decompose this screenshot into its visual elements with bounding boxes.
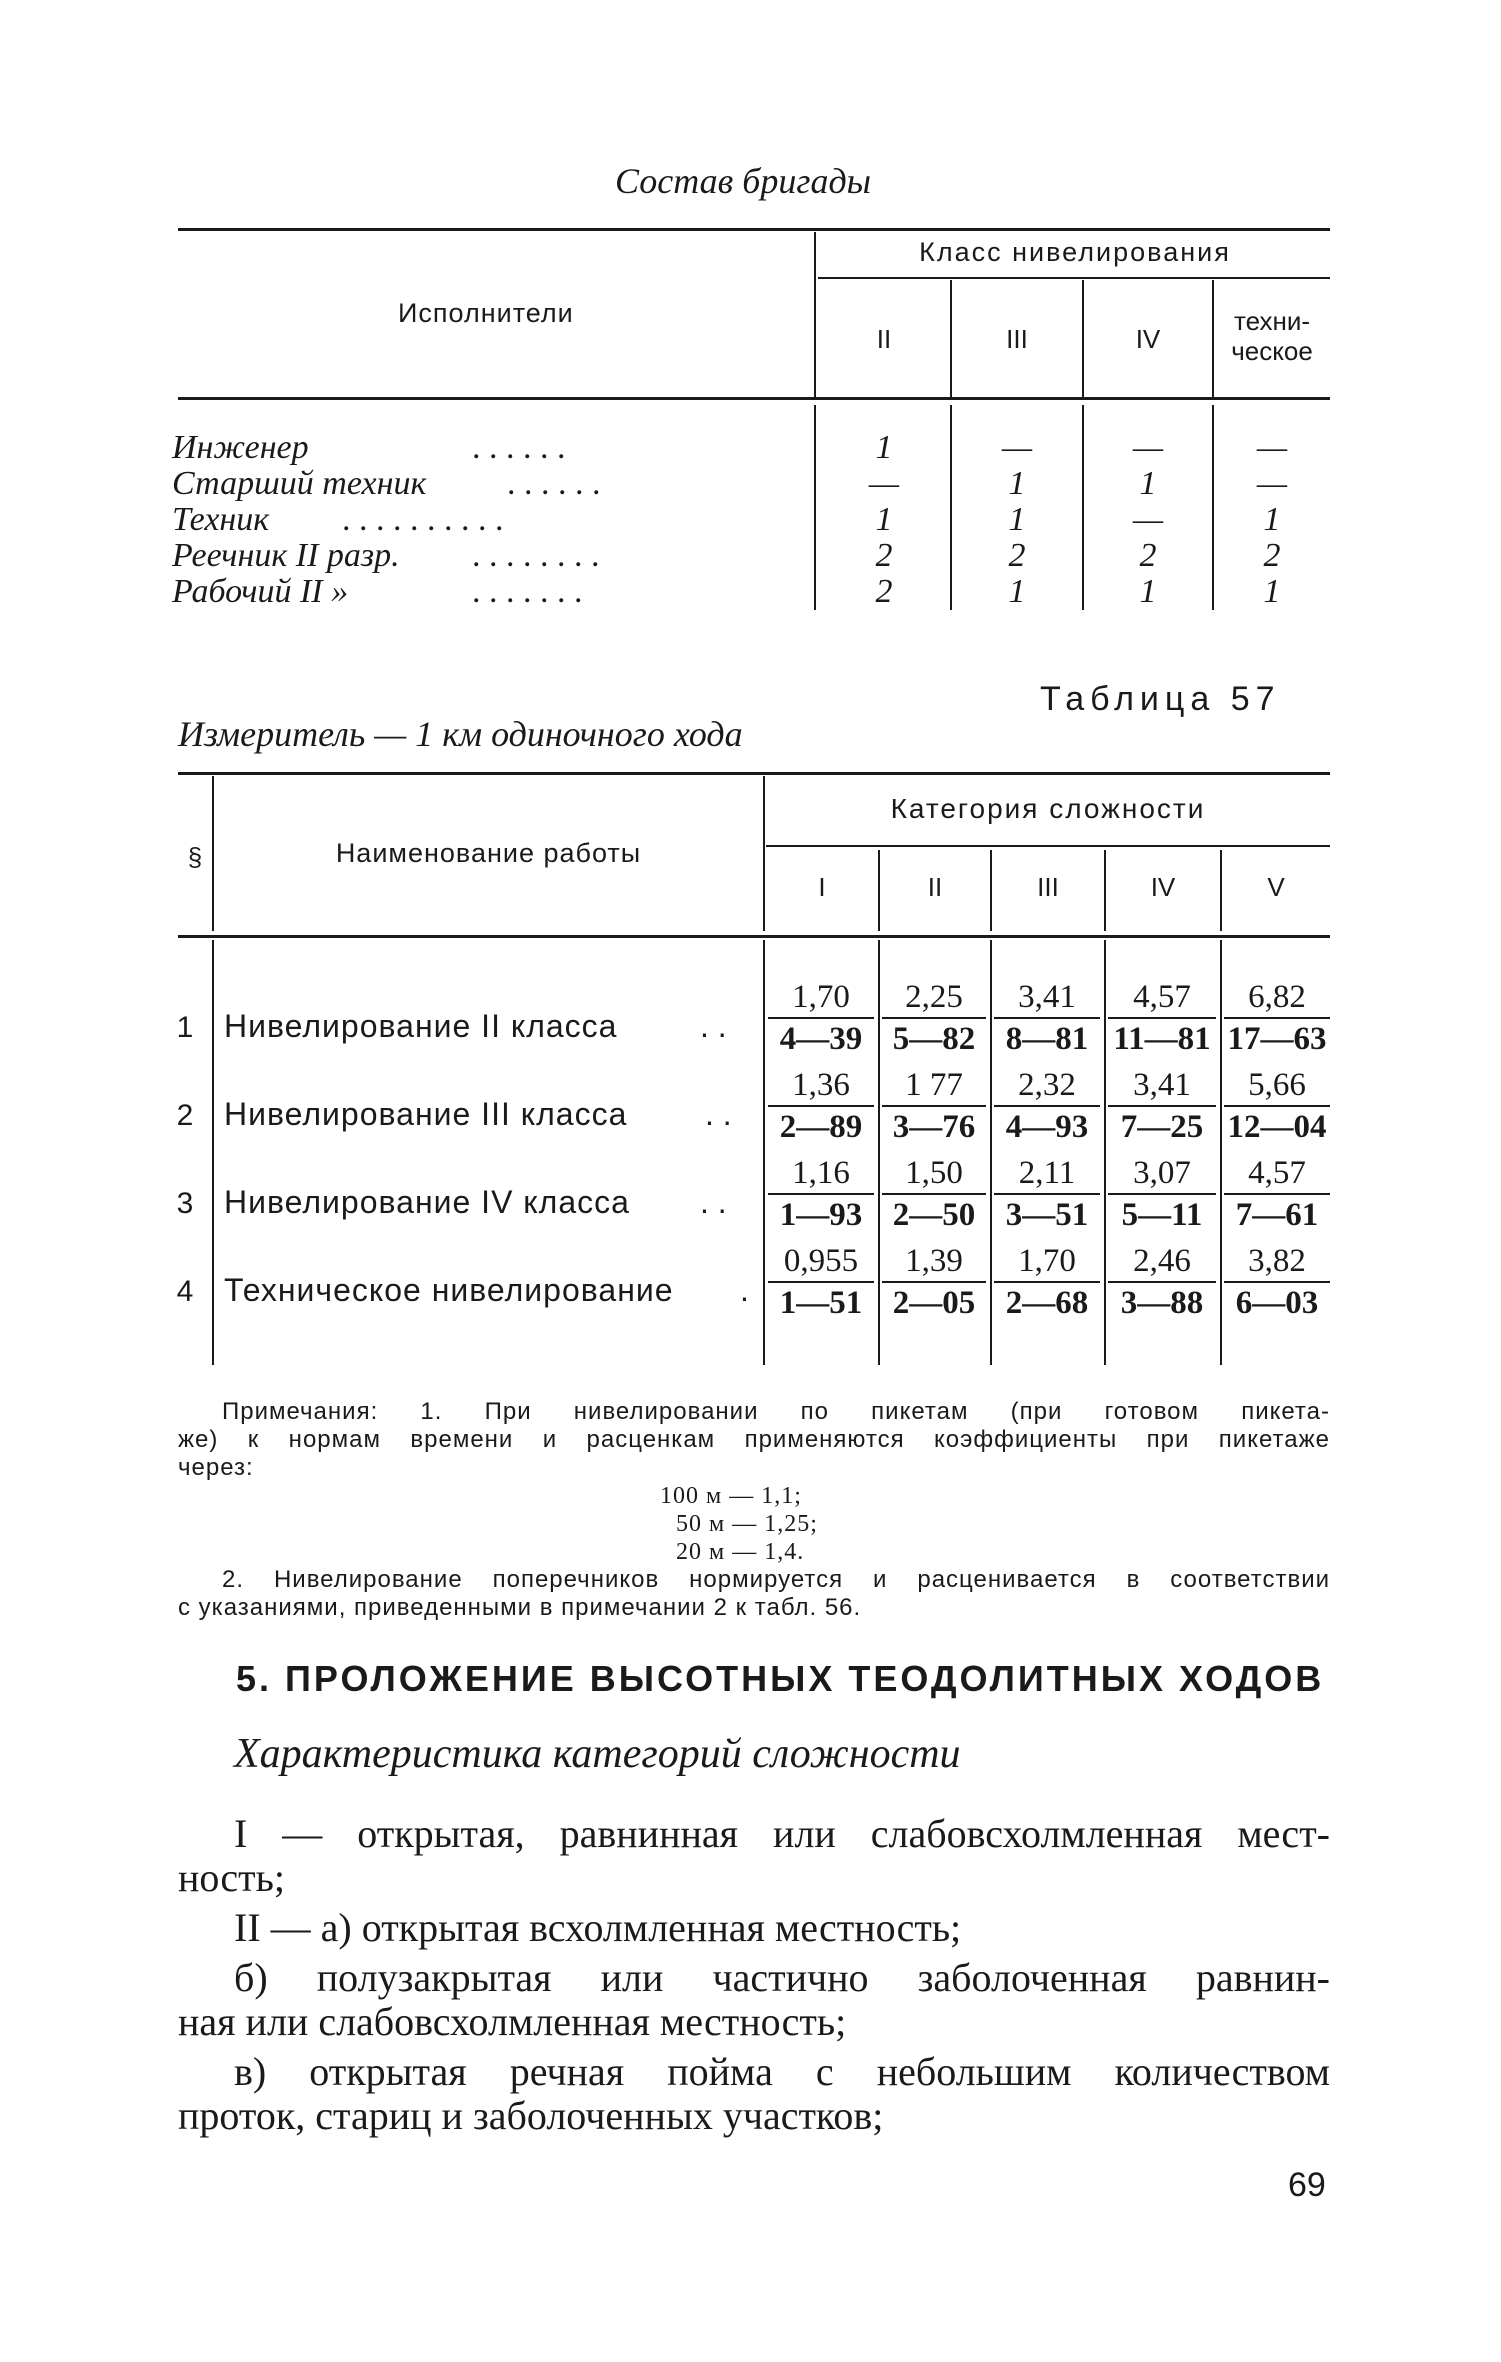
notes-coef: 50 м — 1,25; <box>676 1511 818 1537</box>
time-norm: 0,955 <box>783 1243 859 1279</box>
time-norm: 3,41 <box>1133 1067 1191 1103</box>
table57-header-category: Категория сложности <box>890 793 1206 824</box>
table56-row-name: Старший техник <box>172 465 427 502</box>
table56-body <box>172 430 1332 610</box>
table56-class-rule <box>818 277 1330 279</box>
table57-cell <box>768 1065 874 1147</box>
table56-title: Состав бригады <box>615 161 872 201</box>
time-norm: 2,46 <box>1133 1243 1191 1279</box>
table56-header-executors: Исполнители <box>398 298 574 328</box>
table56-cell: — <box>1001 429 1033 466</box>
notes-coef: 100 м — 1,1; <box>660 1483 802 1509</box>
table56-cell: 1 <box>1263 573 1281 610</box>
table56-row-dots: . . . . . . <box>472 429 566 466</box>
time-norm: 2,32 <box>1018 1067 1076 1103</box>
time-norm: 2,11 <box>1018 1155 1076 1191</box>
table56-row-name: Инженер <box>172 429 309 466</box>
table57-row <box>0 1239 1501 1327</box>
table57-row <box>0 1063 1501 1151</box>
rate: 5—82 <box>882 1017 986 1059</box>
rate: 11—81 <box>1108 1017 1216 1059</box>
table56-col-II: II <box>876 324 892 354</box>
section-subheading: Характеристика категорий сложности <box>234 1731 961 1777</box>
table56-col-tech: техни- ческое <box>1231 306 1313 366</box>
body-line: проток, стариц и заболоченных участков; <box>178 2093 884 2138</box>
rate: 8—81 <box>994 1017 1100 1059</box>
rate: 1—93 <box>768 1193 874 1235</box>
table56-row-name: Рабочий II » <box>172 573 349 610</box>
table57-col-III: III <box>1037 872 1059 902</box>
table56-row <box>172 502 1332 538</box>
notes-coef: 20 м — 1,4. <box>676 1539 805 1565</box>
notes-block <box>178 1398 1330 1622</box>
rate: 3—51 <box>994 1193 1100 1235</box>
table57-label: Таблица 57 <box>1040 680 1281 718</box>
table56-cell: 1 <box>875 429 893 466</box>
notes-line: Примечания: 1. При нивелировании по пикетам (при готовом пикета- <box>222 1398 1330 1425</box>
table56-cell: 1 <box>875 501 893 538</box>
rate: 1—51 <box>768 1281 874 1323</box>
body-line: в) открытая речная пойма с небольшим количеством <box>234 2049 1330 2094</box>
section-heading: 5. ПРОЛОЖЕНИЕ ВЫСОТНЫХ ТЕОДОЛИТНЫХ ХОДОВ <box>236 1658 1325 1699</box>
time-norm: 1 77 <box>905 1067 963 1103</box>
table56-cell: 2 <box>875 573 893 610</box>
table57-cell <box>882 1153 986 1235</box>
time-norm: 1,36 <box>792 1067 850 1103</box>
table57-cell <box>994 977 1100 1059</box>
table56-cell: — <box>868 465 900 502</box>
table56-cell: 1 <box>1008 465 1026 502</box>
time-norm: 2,25 <box>905 979 963 1015</box>
rate: 4—39 <box>768 1017 874 1059</box>
rate: 7—25 <box>1108 1105 1216 1147</box>
table57-col-IV: IV <box>1150 872 1176 902</box>
table57-row-num: 4 <box>176 1275 194 1308</box>
table57-row-dots: . . <box>700 1184 727 1220</box>
rate: 7—61 <box>1224 1193 1330 1235</box>
table56-cell: 1 <box>1139 573 1157 610</box>
table57-cell <box>882 1065 986 1147</box>
table57-row-work: Нивелирование IV класса <box>224 1184 630 1220</box>
table57-row-num: 3 <box>176 1187 194 1220</box>
table57-category-rule <box>766 845 1330 847</box>
rate: 6—03 <box>1224 1281 1330 1323</box>
time-norm: 3,82 <box>1248 1243 1306 1279</box>
table57-col-V: V <box>1267 872 1285 902</box>
notes-line: же) к нормам времени и расценкам применяются коэффициенты при пикетаже <box>178 1426 1330 1453</box>
time-norm: 3,41 <box>1018 979 1076 1015</box>
body-line: II — а) открытая всхолмленная местность; <box>234 1905 962 1950</box>
table57-row-num: 1 <box>176 1011 194 1044</box>
table57-measure: Измеритель — 1 км одиночного хода <box>178 714 743 754</box>
body-line: I — открытая, равнинная или слабовсхолмленная мест- <box>234 1811 1330 1856</box>
table57-header-rule <box>178 935 1330 938</box>
rate: 2—68 <box>994 1281 1100 1323</box>
section-body <box>178 1812 1330 2138</box>
table56-cell: 1 <box>1008 501 1026 538</box>
table56-cell: — <box>1256 429 1288 466</box>
table56-cell: 2 <box>1139 537 1157 574</box>
table57-cell <box>1108 1241 1216 1323</box>
table56-row-dots: . . . . . . . . . . <box>342 501 504 538</box>
table56-col-III: III <box>1006 324 1028 354</box>
table56-row-dots: . . . . . . . . <box>472 537 600 574</box>
body-line: б) полузакрытая или частично заболоченная равнин- <box>234 1955 1330 2000</box>
table57-top-rule <box>178 772 1330 775</box>
rate: 2—50 <box>882 1193 986 1235</box>
table56-cell: 1 <box>1008 573 1026 610</box>
table56-row <box>172 430 1332 466</box>
table57-cell <box>994 1153 1100 1235</box>
time-norm: 6,82 <box>1248 979 1306 1015</box>
table57-row-num: 2 <box>176 1099 194 1132</box>
table57-cell <box>1224 1065 1330 1147</box>
table56-top-rule <box>178 228 1330 231</box>
table56-row <box>172 538 1332 574</box>
table56-header-rule <box>178 397 1330 400</box>
rate: 2—89 <box>768 1105 874 1147</box>
table56-row <box>172 466 1332 502</box>
table56-row-dots: . . . . . . . <box>472 573 583 610</box>
table56-cell: — <box>1132 501 1164 538</box>
body-line: ность; <box>178 1855 285 1900</box>
table57-cell <box>1108 1153 1216 1235</box>
rate: 2—05 <box>882 1281 986 1323</box>
table56-header-class: Класс нивелирования <box>919 237 1231 267</box>
time-norm: 1,16 <box>792 1155 850 1191</box>
table57-cell <box>882 977 986 1059</box>
table56-divider-main <box>814 232 816 397</box>
table56-row <box>172 574 1332 610</box>
table56-cell: — <box>1256 465 1288 502</box>
table57-col-II: II <box>927 872 943 902</box>
table57-cell <box>882 1241 986 1323</box>
rate: 17—63 <box>1224 1017 1330 1059</box>
table56-row-name: Реечник II разр. <box>172 537 400 574</box>
table57-cell <box>1224 1241 1330 1323</box>
table56-cell: 1 <box>1263 501 1281 538</box>
table56-col-IV: IV <box>1135 324 1161 354</box>
table56-row-dots: . . . . . . <box>507 465 601 502</box>
table56-cell: 2 <box>1263 537 1281 574</box>
table57-col-I: I <box>818 872 826 902</box>
body-line: ная или слабовсхолмленная местность; <box>178 1999 847 2044</box>
table57-row-work: Нивелирование III класса <box>224 1096 628 1132</box>
time-norm: 3,07 <box>1133 1155 1191 1191</box>
table57-cell <box>768 1241 874 1323</box>
notes-line: с указаниями, приведенными в примечании 2 к табл. 56. <box>178 1594 862 1621</box>
table57-row <box>0 975 1501 1063</box>
table57-cell <box>1224 1153 1330 1235</box>
table57-cell <box>768 977 874 1059</box>
rate: 3—88 <box>1108 1281 1216 1323</box>
table57-cell <box>1224 977 1330 1059</box>
time-norm: 4,57 <box>1133 979 1191 1015</box>
table57-row-work: Техническое нивелирование <box>224 1272 674 1308</box>
table57-row <box>0 1151 1501 1239</box>
table57-cell <box>994 1065 1100 1147</box>
table57-cell <box>1108 1065 1216 1147</box>
page-number: 69 <box>1288 2166 1326 2204</box>
time-norm: 1,70 <box>1018 1243 1076 1279</box>
table57-row-dots: . . <box>700 1008 727 1044</box>
notes-line: через: <box>178 1454 254 1481</box>
table57-div-work <box>763 776 765 931</box>
time-norm: 4,57 <box>1248 1155 1306 1191</box>
time-norm: 1,70 <box>792 979 850 1015</box>
notes-line: 2. Нивелирование поперечников нормируется и расценивается в соответствии <box>222 1566 1330 1593</box>
table57-row-work: Нивелирование II класса <box>224 1008 618 1044</box>
rate: 4—93 <box>994 1105 1100 1147</box>
table56-cell: 1 <box>1139 465 1157 502</box>
rate: 3—76 <box>882 1105 986 1147</box>
rate: 12—04 <box>1224 1105 1330 1147</box>
table57-cell <box>1108 977 1216 1059</box>
table56-cell: — <box>1132 429 1164 466</box>
table57-row-dots: . <box>740 1272 749 1308</box>
time-norm: 5,66 <box>1248 1067 1306 1103</box>
table56-cell: 2 <box>875 537 893 574</box>
rate: 5—11 <box>1108 1193 1216 1235</box>
table57-header-work: Наименование работы <box>335 838 642 868</box>
table57-header-section: § <box>187 842 203 872</box>
table57-row-dots: . . <box>705 1096 732 1132</box>
time-norm: 1,39 <box>905 1243 963 1279</box>
table57-cell <box>994 1241 1100 1323</box>
time-norm: 1,50 <box>905 1155 963 1191</box>
table56-row-name: Техник <box>172 501 270 538</box>
table56-cell: 2 <box>1008 537 1026 574</box>
table57-cell <box>768 1153 874 1235</box>
